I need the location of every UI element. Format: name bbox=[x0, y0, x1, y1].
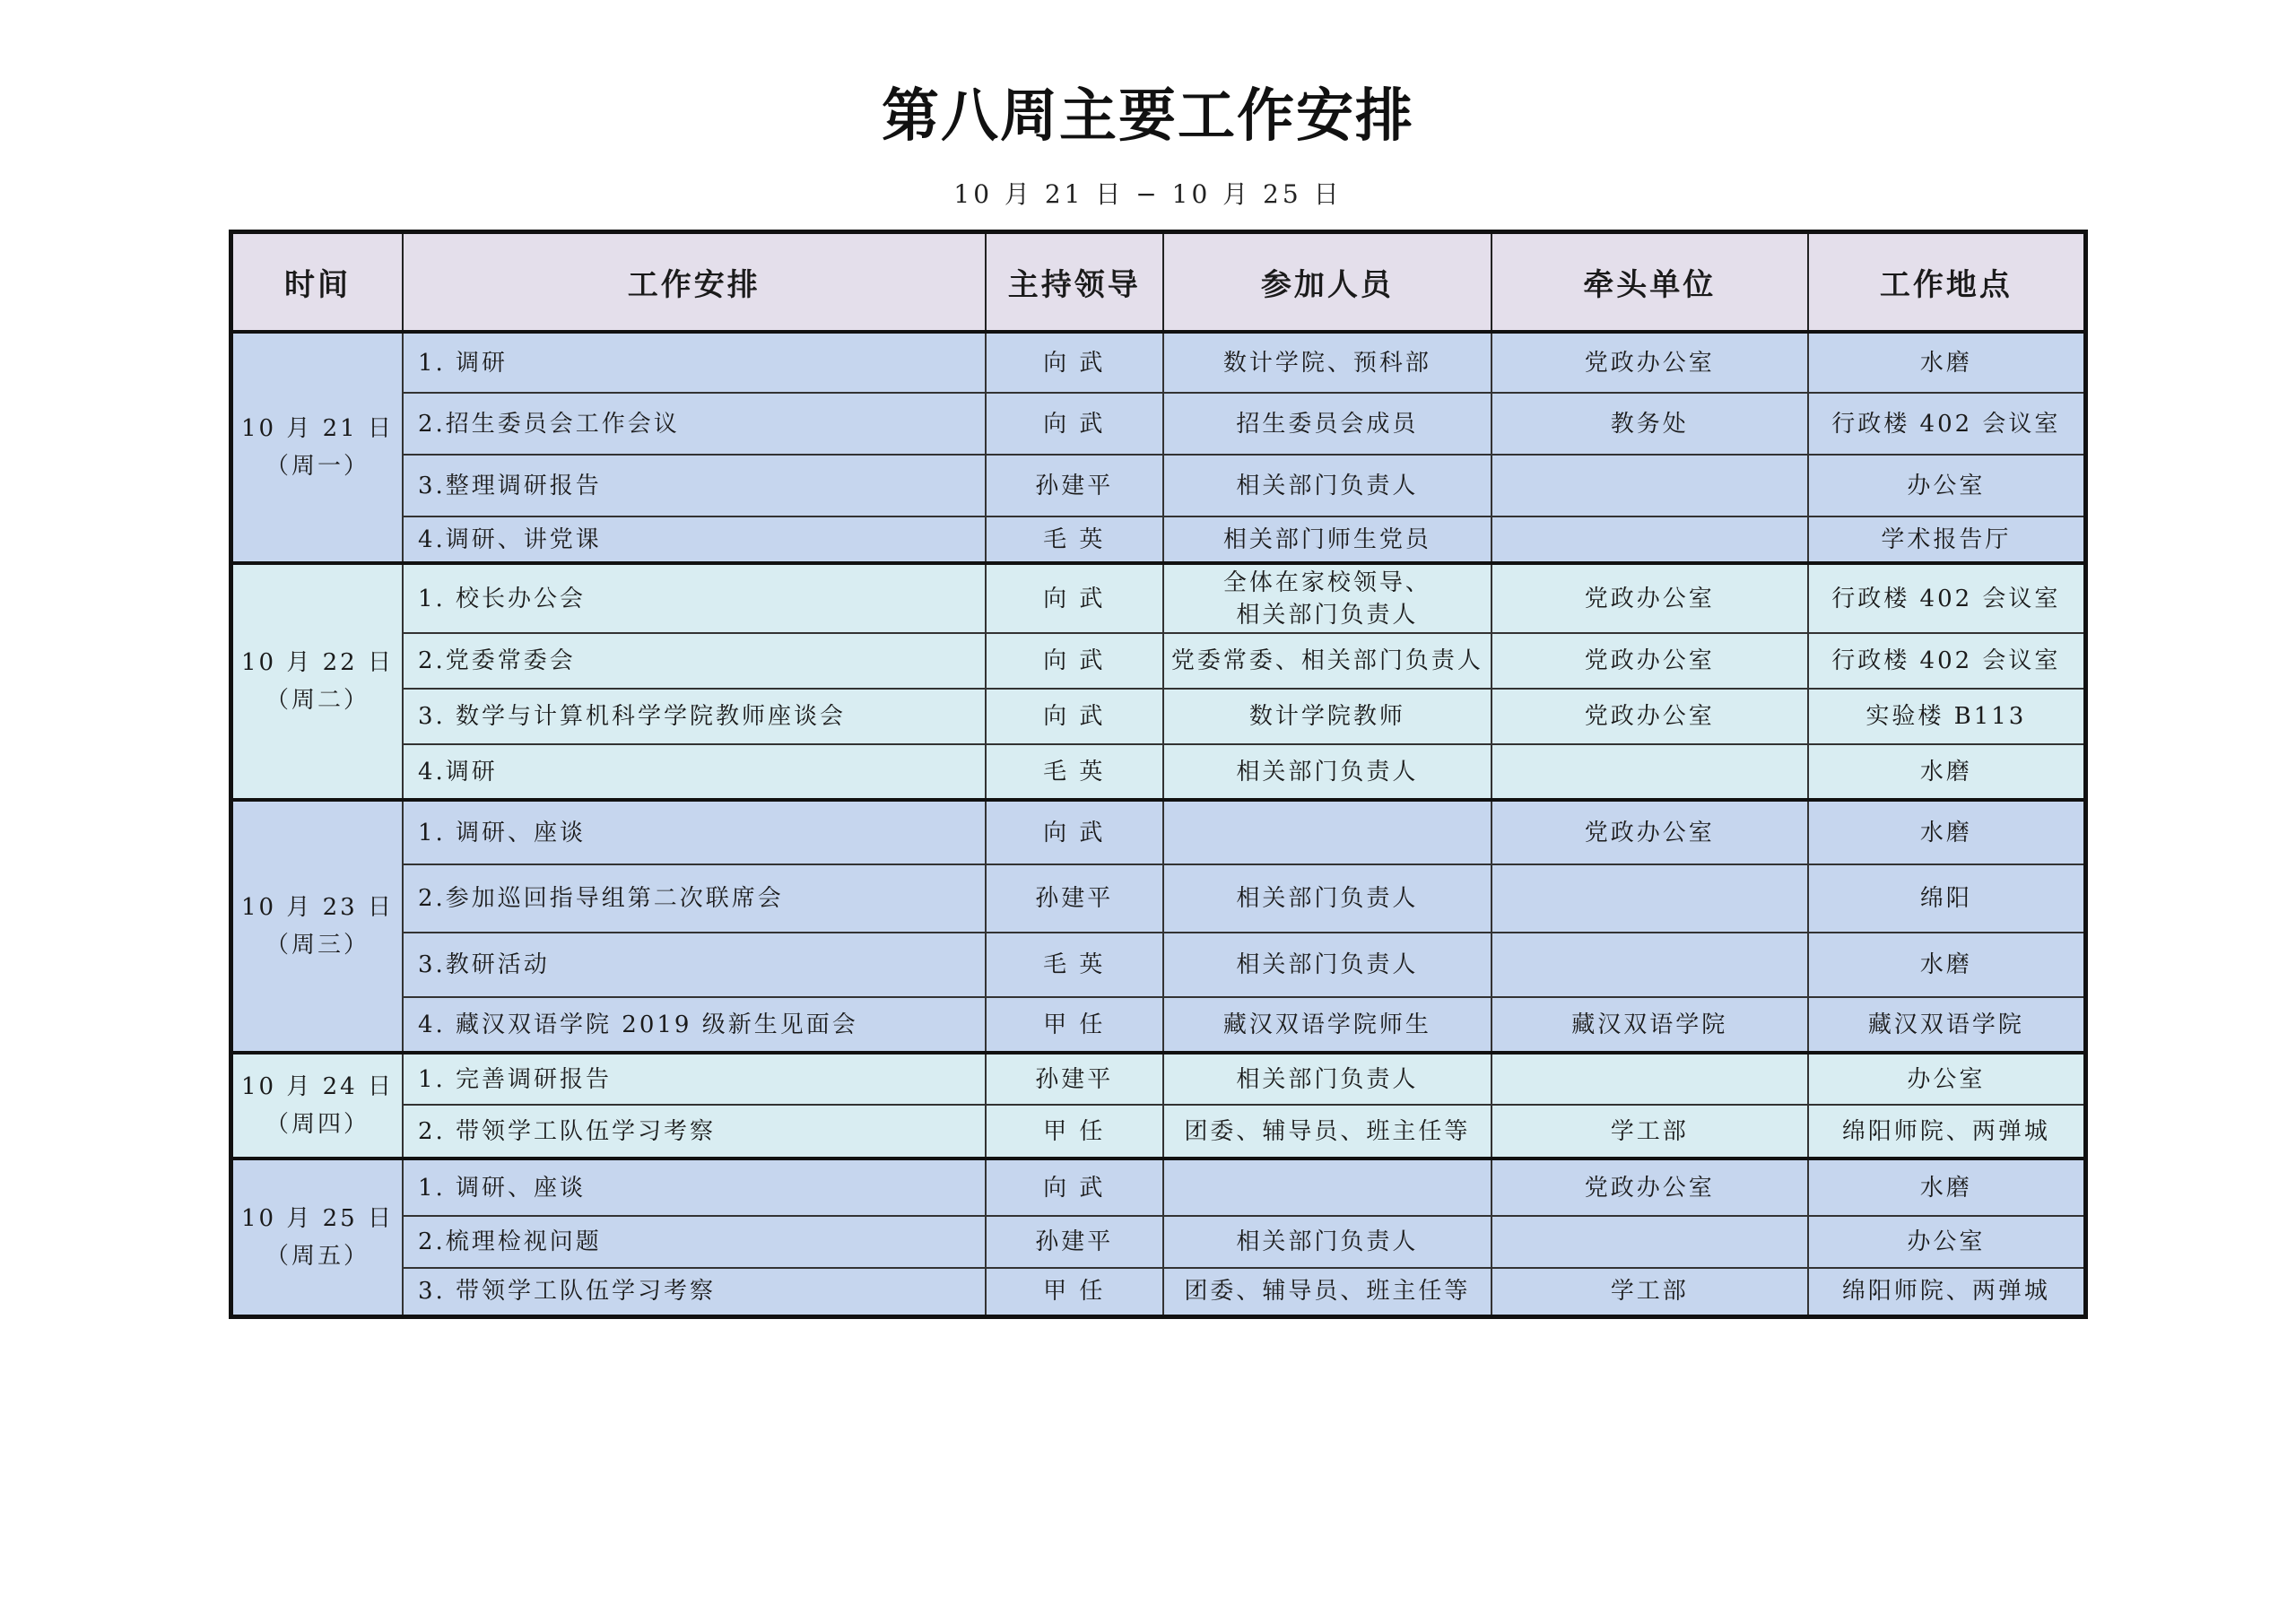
location-cell: 水磨 bbox=[1808, 1159, 2086, 1216]
participants-cell: 相关部门师生党员 bbox=[1163, 516, 1492, 563]
participants-cell: 团委、辅导员、班主任等 bbox=[1163, 1268, 1492, 1316]
unit-cell: 党政办公室 bbox=[1492, 1159, 1808, 1216]
leader-cell: 孙建平 bbox=[986, 455, 1163, 516]
location-cell: 藏汉双语学院 bbox=[1808, 997, 2086, 1053]
unit-cell: 党政办公室 bbox=[1492, 800, 1808, 864]
unit-cell: 党政办公室 bbox=[1492, 689, 1808, 744]
unit-cell bbox=[1492, 744, 1808, 800]
task-cell: 1. 调研 bbox=[403, 332, 986, 393]
task-cell: 1. 调研、座谈 bbox=[403, 1159, 986, 1216]
location-cell: 绵阳师院、两弹城 bbox=[1808, 1105, 2086, 1159]
location-cell: 办公室 bbox=[1808, 1216, 2086, 1268]
location-cell: 办公室 bbox=[1808, 455, 2086, 516]
location-cell: 绵阳师院、两弹城 bbox=[1808, 1268, 2086, 1316]
col-header-location: 工作地点 bbox=[1808, 232, 2086, 333]
task-cell: 2.党委常委会 bbox=[403, 633, 986, 689]
leader-cell: 孙建平 bbox=[986, 864, 1163, 933]
table-row bbox=[231, 864, 2086, 933]
leader-cell: 向 武 bbox=[986, 689, 1163, 744]
leader-cell: 向 武 bbox=[986, 633, 1163, 689]
leader-cell: 甲 任 bbox=[986, 997, 1163, 1053]
leader-cell: 毛 英 bbox=[986, 744, 1163, 800]
task-cell: 2.参加巡回指导组第二次联席会 bbox=[403, 864, 986, 933]
date-label: 10 月 23 日 bbox=[240, 894, 394, 921]
task-cell: 1. 调研、座谈 bbox=[403, 800, 986, 864]
table-row bbox=[231, 933, 2086, 997]
page-title: 第八周主要工作安排 bbox=[882, 82, 1414, 150]
location-cell: 办公室 bbox=[1808, 1053, 2086, 1105]
location-cell: 水磨 bbox=[1808, 933, 2086, 997]
location-cell: 学术报告厅 bbox=[1808, 516, 2086, 563]
table-row bbox=[231, 800, 2086, 864]
leader-cell: 向 武 bbox=[986, 800, 1163, 864]
participants-cell: 相关部门负责人 bbox=[1163, 933, 1492, 997]
task-cell: 1. 校长办公会 bbox=[403, 563, 986, 633]
task-cell: 4.调研、讲党课 bbox=[403, 516, 986, 563]
participants-line-2: 相关部门负责人 bbox=[1236, 601, 1419, 629]
location-cell: 水磨 bbox=[1808, 800, 2086, 864]
task-cell: 4.调研 bbox=[403, 744, 986, 800]
col-header-time: 时间 bbox=[231, 232, 403, 333]
unit-cell bbox=[1492, 516, 1808, 563]
location-cell: 水磨 bbox=[1808, 744, 2086, 800]
unit-cell: 党政办公室 bbox=[1492, 563, 1808, 633]
date-cell bbox=[231, 800, 403, 1053]
participants-cell: 相关部门负责人 bbox=[1163, 1053, 1492, 1105]
leader-cell: 甲 任 bbox=[986, 1268, 1163, 1316]
table-row bbox=[231, 1053, 2086, 1105]
table-row bbox=[231, 633, 2086, 689]
table-row bbox=[231, 455, 2086, 516]
schedule-table bbox=[229, 230, 2088, 1319]
unit-cell bbox=[1492, 455, 1808, 516]
col-header-task: 工作安排 bbox=[403, 232, 986, 333]
participants-cell: 数计学院、预科部 bbox=[1163, 332, 1492, 393]
location-cell: 行政楼 402 会议室 bbox=[1808, 633, 2086, 689]
task-cell: 3. 带领学工队伍学习考察 bbox=[403, 1268, 986, 1316]
weekday-label: （周二） bbox=[265, 687, 370, 714]
date-cell bbox=[231, 332, 403, 563]
table-row bbox=[231, 563, 2086, 633]
participants-cell bbox=[1163, 1159, 1492, 1216]
task-cell: 2. 带领学工队伍学习考察 bbox=[403, 1105, 986, 1159]
task-cell: 2.招生委员会工作会议 bbox=[403, 393, 986, 455]
date-cell bbox=[231, 1159, 403, 1316]
unit-cell: 学工部 bbox=[1492, 1105, 1808, 1159]
unit-cell: 教务处 bbox=[1492, 393, 1808, 455]
location-cell: 行政楼 402 会议室 bbox=[1808, 563, 2086, 633]
unit-cell: 藏汉双语学院 bbox=[1492, 997, 1808, 1053]
location-cell: 水磨 bbox=[1808, 332, 2086, 393]
participants-cell: 党委常委、相关部门负责人 bbox=[1163, 633, 1492, 689]
table-row bbox=[231, 332, 2086, 393]
leader-cell: 孙建平 bbox=[986, 1216, 1163, 1268]
weekday-label: （周五） bbox=[265, 1242, 370, 1270]
date-cell bbox=[231, 563, 403, 800]
table-row bbox=[231, 1159, 2086, 1216]
task-cell: 3.教研活动 bbox=[403, 933, 986, 997]
unit-cell: 党政办公室 bbox=[1492, 633, 1808, 689]
weekday-label: （周三） bbox=[265, 932, 370, 959]
participants-cell: 相关部门负责人 bbox=[1163, 455, 1492, 516]
col-header-participants: 参加人员 bbox=[1163, 232, 1492, 333]
table-row bbox=[231, 393, 2086, 455]
unit-cell: 学工部 bbox=[1492, 1268, 1808, 1316]
task-cell: 1. 完善调研报告 bbox=[403, 1053, 986, 1105]
unit-cell bbox=[1492, 933, 1808, 997]
participants-cell: 相关部门负责人 bbox=[1163, 1216, 1492, 1268]
table-row bbox=[231, 744, 2086, 800]
leader-cell: 毛 英 bbox=[986, 516, 1163, 563]
leader-cell: 孙建平 bbox=[986, 1053, 1163, 1105]
participants-cell bbox=[1163, 800, 1492, 864]
leader-cell: 向 武 bbox=[986, 332, 1163, 393]
participants-cell: 相关部门负责人 bbox=[1163, 864, 1492, 933]
weekday-label: （周一） bbox=[265, 453, 370, 480]
task-cell: 3. 数学与计算机科学学院教师座谈会 bbox=[403, 689, 986, 744]
participants-cell bbox=[1163, 563, 1492, 633]
leader-cell: 向 武 bbox=[986, 563, 1163, 633]
task-cell: 3.整理调研报告 bbox=[403, 455, 986, 516]
participants-line-1: 全体在家校领导、 bbox=[1222, 568, 1431, 596]
participants-cell: 团委、辅导员、班主任等 bbox=[1163, 1105, 1492, 1159]
table-row bbox=[231, 1268, 2086, 1316]
participants-cell: 数计学院教师 bbox=[1163, 689, 1492, 744]
unit-cell bbox=[1492, 864, 1808, 933]
table-row bbox=[231, 1105, 2086, 1159]
table-row bbox=[231, 689, 2086, 744]
unit-cell bbox=[1492, 1053, 1808, 1105]
leader-cell: 向 武 bbox=[986, 393, 1163, 455]
participants-cell: 藏汉双语学院师生 bbox=[1163, 997, 1492, 1053]
unit-cell bbox=[1492, 1216, 1808, 1268]
table-row bbox=[231, 1216, 2086, 1268]
table-header-row bbox=[231, 232, 2086, 333]
participants-cell: 相关部门负责人 bbox=[1163, 744, 1492, 800]
date-label: 10 月 25 日 bbox=[240, 1204, 394, 1232]
date-range: 10 月 21 日 − 10 月 25 日 bbox=[953, 179, 1343, 209]
unit-cell: 党政办公室 bbox=[1492, 332, 1808, 393]
col-header-leader: 主持领导 bbox=[986, 232, 1163, 333]
date-label: 10 月 21 日 bbox=[240, 415, 394, 442]
date-label: 10 月 24 日 bbox=[240, 1073, 394, 1100]
weekday-label: （周四） bbox=[265, 1111, 370, 1138]
task-cell: 2.梳理检视问题 bbox=[403, 1216, 986, 1268]
date-cell bbox=[231, 1053, 403, 1159]
participants-cell: 招生委员会成员 bbox=[1163, 393, 1492, 455]
leader-cell: 向 武 bbox=[986, 1159, 1163, 1216]
leader-cell: 甲 任 bbox=[986, 1105, 1163, 1159]
location-cell: 绵阳 bbox=[1808, 864, 2086, 933]
location-cell: 实验楼 B113 bbox=[1808, 689, 2086, 744]
leader-cell: 毛 英 bbox=[986, 933, 1163, 997]
task-cell: 4. 藏汉双语学院 2019 级新生见面会 bbox=[403, 997, 986, 1053]
col-header-unit: 牵头单位 bbox=[1492, 232, 1808, 333]
location-cell: 行政楼 402 会议室 bbox=[1808, 393, 2086, 455]
table-row bbox=[231, 997, 2086, 1053]
date-label: 10 月 22 日 bbox=[240, 649, 394, 676]
table-row bbox=[231, 516, 2086, 563]
